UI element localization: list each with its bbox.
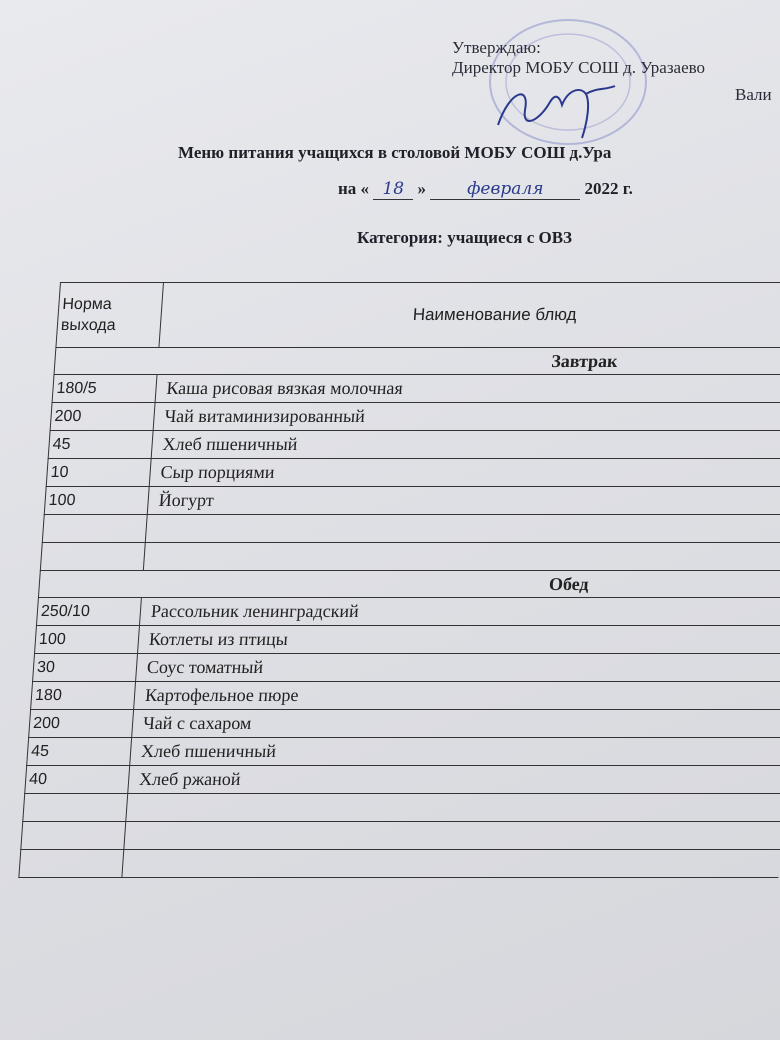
table-row [50,402,780,430]
dish-cell: Соус томатный [146,657,264,677]
dish-cell [144,543,780,570]
table-row [44,486,780,514]
table-row [20,821,780,849]
portion-cell [20,822,126,849]
dish-cell: Чай с сахаром [142,713,253,733]
table-row [34,625,780,653]
category-label: Категория: учащиеся с ОВЗ [357,228,573,247]
table-row [26,737,780,765]
dish-cell: Чай витаминизированный [163,406,366,426]
portion-cell: 200 [28,710,134,737]
dish-cell: Йогурт [158,490,215,510]
date-day: 18 [373,179,413,200]
dish-cell: Каша рисовая вязкая молочная [165,378,404,398]
date-year: 2022 г. [584,179,633,198]
date-quote: » [417,179,427,198]
table-row [18,849,780,877]
portion-cell [18,850,124,877]
dish-cell: Рассольник ленинградский [150,601,360,621]
dish-cell [122,850,780,877]
menu-title: Меню питания учащихся в столовой МОБУ СОШ д.Ура [178,143,612,162]
table-row [30,681,780,709]
table-row [52,374,780,402]
dish-cell: Сыр порциями [160,462,276,482]
portion-cell: 250/10 [36,598,142,625]
approval-name: Вали [735,85,772,104]
section-lunch [38,570,780,597]
portion-cell: 45 [26,738,132,765]
dish-cell: Хлеб пшеничный [161,434,299,454]
table-row [22,793,780,821]
dish-cell: Картофельное пюре [144,685,300,705]
table-row [28,709,780,737]
column-header-portion: Норма выхода [55,283,163,347]
dish-cell: Хлеб пшеничный [140,741,277,761]
column-header-dish: Наименование блюд [412,305,578,324]
portion-cell [22,794,128,821]
table-row [32,653,780,681]
dish-cell [146,515,780,542]
approval-position: Директор МОБУ СОШ д. Уразаево [452,58,706,77]
dish-cell: Хлеб ржаной [138,769,242,789]
portion-cell: 180 [30,682,136,709]
approval-block [452,38,772,104]
menu-table [12,282,780,962]
portion-cell: 100 [44,487,150,514]
table-row [40,542,780,570]
dish-cell: Котлеты из птицы [148,629,289,649]
dish-cell [124,822,780,849]
table-row [48,430,780,458]
portion-cell [42,515,148,542]
portion-cell: 200 [50,403,156,430]
portion-cell: 100 [34,626,140,653]
section-breakfast [54,347,780,374]
table-header-row [55,282,780,347]
portion-cell: 10 [46,459,152,486]
portion-cell: 45 [48,431,154,458]
portion-cell [40,543,146,570]
portion-cell: 30 [32,654,138,681]
table-row [24,765,780,793]
handwritten-signature [490,80,620,140]
section-breakfast-label: Завтрак [550,350,619,371]
dish-cell [126,794,780,821]
table-row [36,597,780,625]
date-prefix: на « [338,179,370,198]
date-month: февраля [430,179,580,200]
table-row [46,458,780,486]
section-lunch-label: Обед [548,573,590,594]
table-row [42,514,780,542]
portion-cell: 40 [24,766,130,793]
portion-cell: 180/5 [52,375,158,402]
approval-heading: Утверждаю: [452,38,541,57]
menu-date [338,179,633,200]
